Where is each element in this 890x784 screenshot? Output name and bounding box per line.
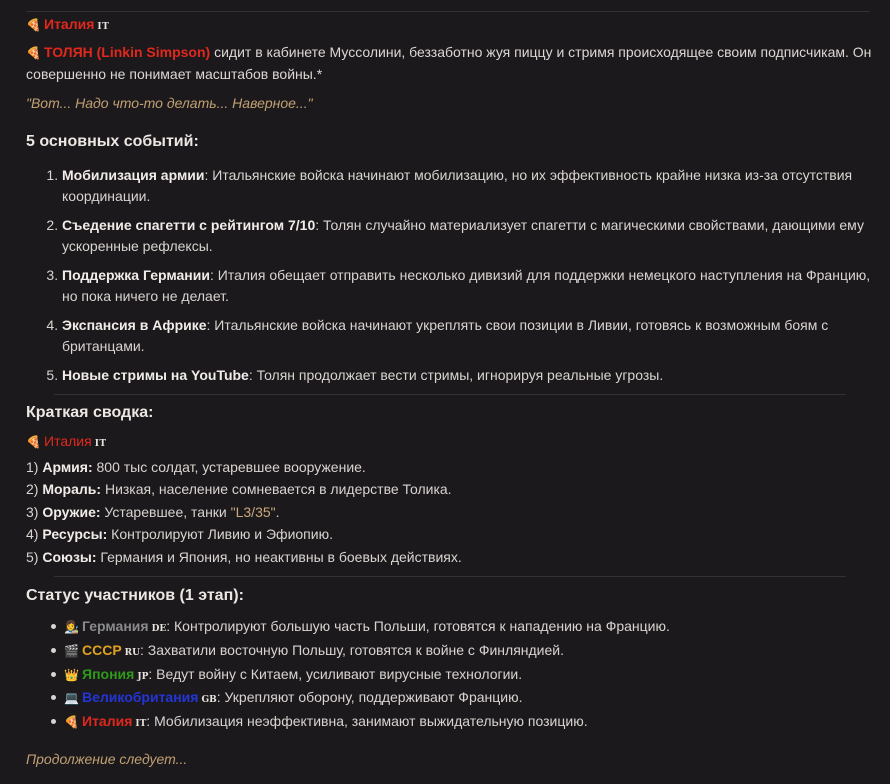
summary-lines bbox=[26, 456, 876, 569]
summary-line bbox=[26, 523, 876, 546]
status-list bbox=[26, 616, 876, 735]
summary-text: Устаревшее, танки bbox=[100, 503, 231, 520]
event-item bbox=[62, 165, 876, 207]
event-item bbox=[62, 215, 876, 257]
summary-label: Мораль: bbox=[42, 481, 102, 497]
event-text: : Италия обещает отправить несколько дивизий для поддержки немецкого наступления на Францию, но пока ничего не делает. bbox=[62, 267, 871, 304]
status-country-name: Италия bbox=[82, 713, 133, 730]
event-title: Поддержка Германии bbox=[62, 267, 210, 283]
status-item bbox=[64, 687, 876, 711]
status-item bbox=[64, 711, 876, 735]
summary-label: Оружие: bbox=[42, 503, 101, 520]
country-title bbox=[26, 14, 876, 38]
status-country-code: JP bbox=[137, 671, 149, 682]
status-text: : Укрепляют оборону, поддерживают Францию. bbox=[216, 689, 523, 706]
status-item bbox=[64, 640, 876, 664]
summary-line bbox=[26, 546, 876, 569]
status-country-name: Германия bbox=[82, 618, 149, 634]
event-title: Экспансия в Африке bbox=[62, 317, 207, 333]
intro-text: сидит в кабинете Муссолини, беззаботно жуя пиццу и стримя происходящее своим подписчикам. Он совершенно не понимает масштабов войны.* bbox=[26, 44, 872, 82]
event-text: : Итальянские войска начинают укреплять свои позиции в Ливии, готовясь к возможным боям с британцами. bbox=[62, 317, 829, 354]
event-text: : Толян случайно материализует спагетти с магическими свойствами, дающими ему ускоренные рефлексы. bbox=[62, 217, 864, 254]
event-text: : Итальянские войска начинают мобилизацию, но их эффективность крайне низка из-за отсутствия координации. bbox=[62, 167, 853, 204]
artist-icon: 👩‍🎨 bbox=[64, 620, 79, 634]
status-country-code: IT bbox=[135, 719, 147, 730]
summary-line bbox=[26, 501, 876, 524]
status-country-name: Япония bbox=[82, 665, 135, 682]
quote-text: "Вот... Надо что-то делать... Наверное..." bbox=[26, 95, 313, 111]
crown-icon: 👑 bbox=[64, 667, 79, 682]
status-item bbox=[64, 616, 876, 640]
section-divider bbox=[54, 394, 846, 395]
status-country-code: DE bbox=[151, 624, 167, 634]
status-country-code: RU bbox=[124, 647, 140, 658]
summary-line bbox=[26, 456, 876, 479]
status-item bbox=[64, 664, 876, 688]
pizza-icon: 🍕 bbox=[26, 18, 41, 32]
event-item bbox=[62, 265, 876, 307]
event-title: Мобилизация армии bbox=[62, 167, 205, 183]
status-text: : Ведут войну с Китаем, усиливают вирусные технологии. bbox=[148, 665, 523, 682]
pizza-icon: 🍕 bbox=[64, 715, 79, 730]
summary-text: Низкая, население сомневается в лидерстве Толика. bbox=[101, 481, 452, 497]
summary-heading: Краткая сводка: bbox=[26, 404, 154, 421]
summary-number: 5) bbox=[26, 548, 43, 565]
status-country-code: GB bbox=[201, 695, 217, 706]
character-name: ТОЛЯН (Linkin Simpson) bbox=[44, 44, 211, 60]
events-heading: 5 основных событий: bbox=[26, 133, 199, 150]
events-list bbox=[26, 165, 876, 386]
event-title: Съедение спагетти с рейтингом 7/10 bbox=[62, 217, 316, 233]
status-country-name: Великобритания bbox=[82, 689, 199, 706]
country-name: Италия bbox=[44, 16, 95, 32]
corner-glyph bbox=[884, 774, 890, 784]
event-title: Новые стримы на YouTube bbox=[62, 367, 249, 383]
laptop-icon: 💻 bbox=[64, 691, 79, 706]
summary-text: 800 тыс солдат, устаревшее вооружение. bbox=[92, 458, 366, 475]
top-divider bbox=[26, 11, 870, 12]
summary-label: Союзы: bbox=[42, 548, 97, 565]
event-text: : Толян продолжает вести стримы, игнорируя реальные угрозы. bbox=[248, 367, 664, 383]
summary-label: Армия: bbox=[42, 458, 93, 475]
event-item bbox=[62, 365, 876, 386]
message-content bbox=[26, 14, 876, 770]
summary-text: Контролируют Ливию и Эфиопию. bbox=[107, 526, 333, 542]
summary-line bbox=[26, 478, 876, 501]
summary-highlight: "L3/35" bbox=[230, 503, 276, 520]
summary-text: Германия и Япония, но неактивны в боевых действиях. bbox=[96, 548, 462, 565]
summary-country-code: IT bbox=[94, 439, 107, 449]
summary-number: 2) bbox=[26, 481, 43, 497]
status-text: : Мобилизация неэффективна, занимают выжидательную позицию. bbox=[146, 713, 588, 730]
summary-number: 3) bbox=[26, 503, 43, 520]
summary-number: 1) bbox=[26, 458, 43, 475]
intro-paragraph bbox=[26, 42, 876, 85]
pizza-icon: 🍕 bbox=[26, 435, 41, 449]
status-text: : Контролируют большую часть Польши, готовятся к нападению на Францию. bbox=[166, 618, 670, 634]
summary-label: Ресурсы: bbox=[42, 526, 108, 542]
summary-country bbox=[26, 430, 876, 456]
status-text: : Захватили восточную Польшу, готовятся к войне с Финляндией. bbox=[140, 641, 564, 658]
summary-tail: . bbox=[275, 503, 280, 520]
status-heading: Статус участников (1 этап): bbox=[26, 587, 244, 604]
summary-number: 4) bbox=[26, 526, 43, 542]
status-country-name: СССР bbox=[82, 641, 122, 658]
continuation-text: Продолжение следует... bbox=[26, 750, 188, 767]
summary-country-name: Италия bbox=[44, 433, 92, 449]
country-code: IT bbox=[97, 22, 110, 32]
section-divider bbox=[54, 576, 846, 577]
clapperboard-icon: 🎬 bbox=[64, 643, 79, 658]
event-item bbox=[62, 315, 876, 357]
pizza-icon: 🍕 bbox=[26, 46, 41, 60]
